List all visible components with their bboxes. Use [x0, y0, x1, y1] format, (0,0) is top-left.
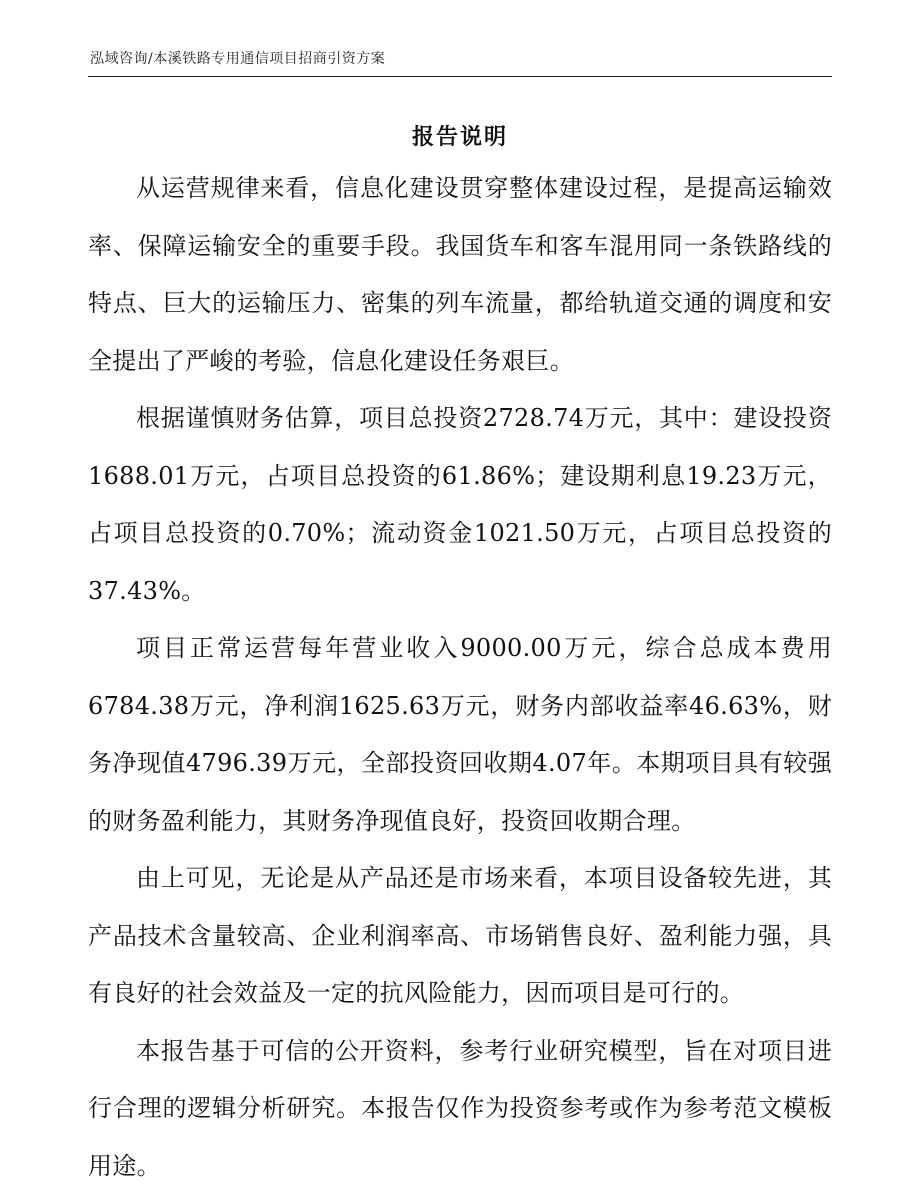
header-divider [88, 76, 832, 77]
paragraph-disclaimer: 本报告基于可信的公开资料，参考行业研究模型，旨在对项目进行合理的逻辑分析研究。本报告仅作为投资参考或作为参考范文模板用途。 [88, 1023, 832, 1195]
page-title: 报告说明 [0, 120, 920, 151]
report-body [88, 160, 832, 1195]
paragraph-background: 从运营规律来看，信息化建设贯穿整体建设过程，是提高运输效率、保障运输安全的重要手段。我国货车和客车混用同一条铁路线的特点、巨大的运输压力、密集的列车流量，都给轨道交通的调度和安全提出了严峻的考验，信息化建设任务艰巨。 [88, 160, 832, 390]
paragraph-investment: 根据谨慎财务估算，项目总投资2728.74万元，其中：建设投资1688.01万元，占项目总投资的61.86%；建设期利息19.23万元，占项目总投资的0.70%；流动资金1021.50万元，占项目总投资的37.43%。 [88, 390, 832, 620]
paragraph-conclusion: 由上可见，无论是从产品还是市场来看，本项目设备较先进，其产品技术含量较高、企业利润率高、市场销售良好、盈利能力强，具有良好的社会效益及一定的抗风险能力，因而项目是可行的。 [88, 850, 832, 1023]
paragraph-revenue: 项目正常运营每年营业收入9000.00万元，综合总成本费用6784.38万元，净利润1625.63万元，财务内部收益率46.63%，财务净现值4796.39万元，全部投资回收期4.07年。本期项目具有较强的财务盈利能力，其财务净现值良好，投资回收期合理。 [88, 620, 832, 850]
page-header: 泓域咨询/本溪铁路专用通信项目招商引资方案 [90, 48, 385, 68]
